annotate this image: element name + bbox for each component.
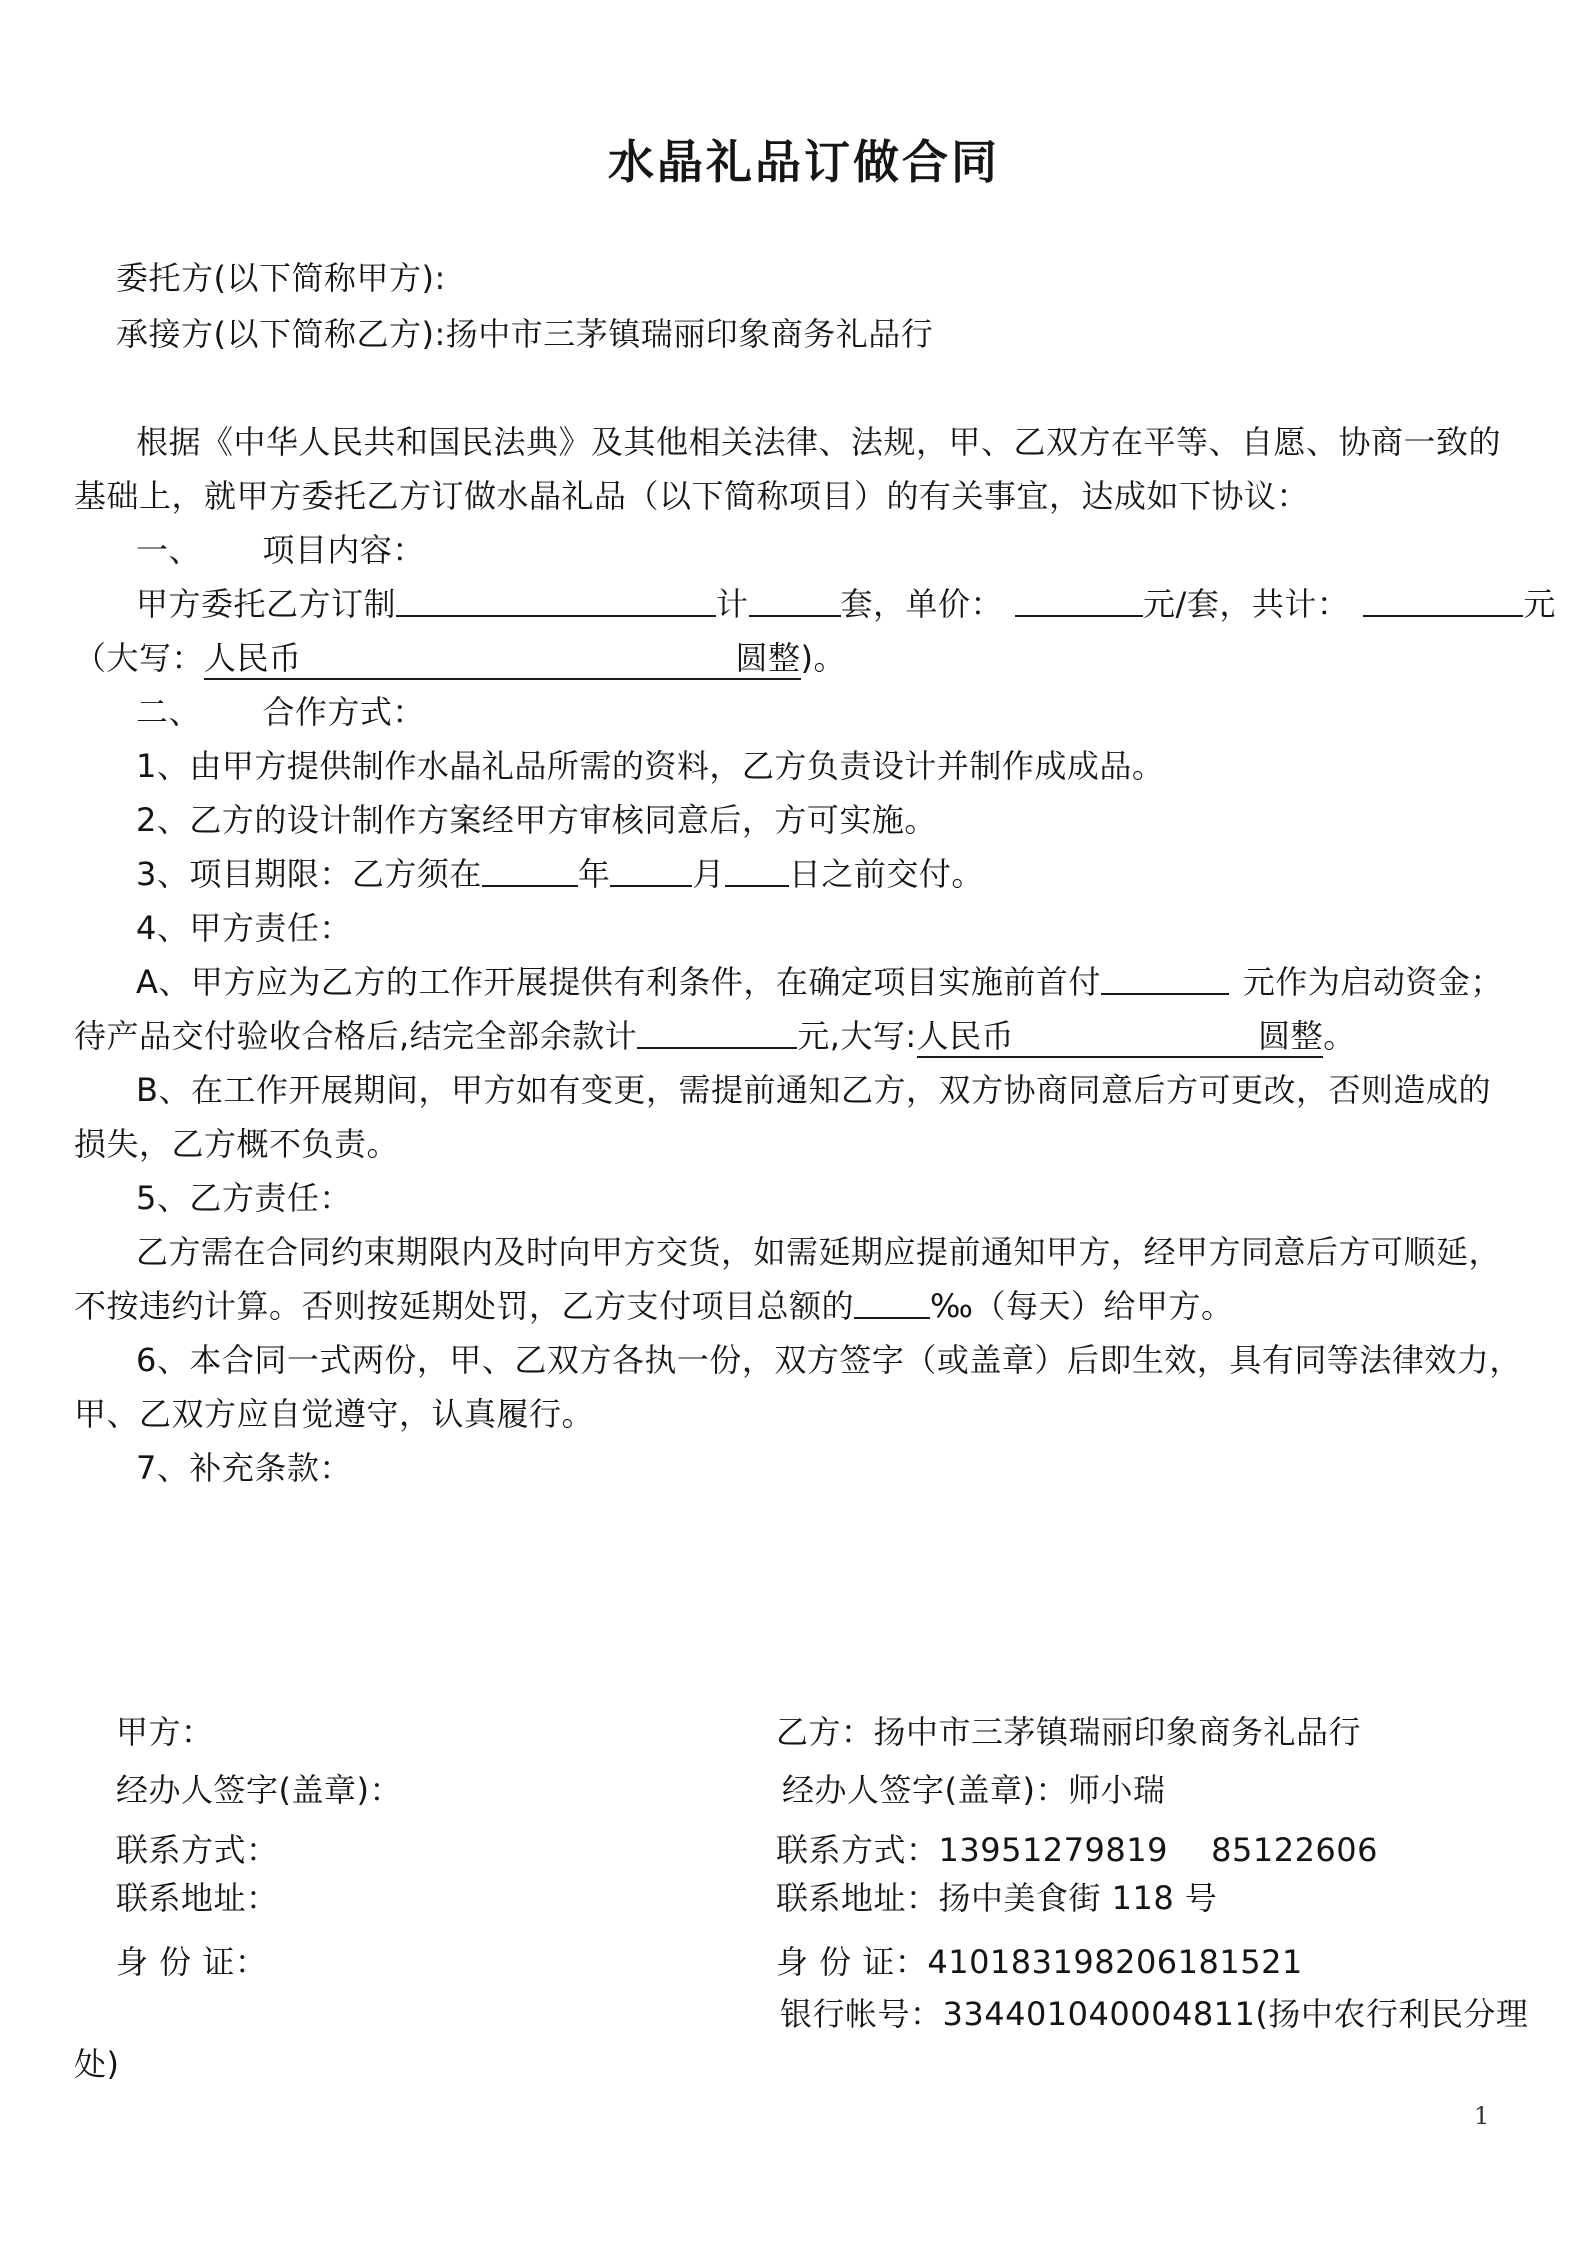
balance-rmb-label: 人民币 <box>916 1017 1015 1055</box>
clause-6-line-2: 甲、乙双方应自觉遵守，认真履行。 <box>74 1395 595 1433</box>
down-payment-blank[interactable] <box>1101 963 1229 995</box>
penalty-rate-blank[interactable] <box>854 1287 930 1319</box>
clause-4b-line-2: 损失，乙方概不负责。 <box>74 1125 400 1163</box>
page-number: 1 <box>1474 2102 1490 2130</box>
clause-2: 2、乙方的设计制作方案经甲方审核同意后，方可实施。 <box>136 801 937 839</box>
order-text-5: 元 <box>1523 585 1556 623</box>
sign-party-a-contact: 联系方式： <box>116 1831 279 1869</box>
section-1-title: 项目内容： <box>262 531 425 569</box>
balance-words-label: 元,大写: <box>797 1017 917 1055</box>
sign-party-b-bank: 银行帐号：334401040004811(扬中农行利民分理 <box>780 1995 1529 2033</box>
sign-party-a-agent: 经办人签字(盖章)： <box>116 1771 402 1809</box>
clause-7-heading: 7、补充条款： <box>136 1449 352 1487</box>
sign-party-a-id: 身 份 证： <box>116 1943 268 1981</box>
section-2-title: 合作方式： <box>262 693 425 731</box>
clause-4b-line-1: B、在工作开展期间，甲方如有变更，需提前通知乙方，双方协商同意后方可更改，否则造成的 <box>136 1071 1491 1109</box>
sign-party-b-bank-cont: 处) <box>74 2045 120 2083</box>
words-text-1: （大写： <box>74 639 205 677</box>
rmb-label: 人民币 <box>204 639 302 677</box>
total-blank[interactable] <box>1363 585 1523 617</box>
sign-party-a: 甲方： <box>116 1713 214 1751</box>
unit-price-blank[interactable] <box>1015 585 1143 617</box>
sign-party-a-address: 联系地址： <box>116 1879 279 1917</box>
sign-party-b-contact: 联系方式：13951279819 85122606 <box>776 1831 1379 1869</box>
amount-words-blank[interactable] <box>204 638 801 680</box>
balance-words-blank[interactable] <box>917 1016 1324 1058</box>
down-payment-text: A、甲方应为乙方的工作开展提供有利条件，在确定项目实施前首付 <box>136 963 1101 1001</box>
deadline-text: 3、项目期限：乙方须在 <box>136 855 482 893</box>
order-text-3: 套，单价： <box>840 585 1004 623</box>
quantity-blank[interactable] <box>749 585 841 617</box>
section-2-number: 二、 <box>136 693 202 731</box>
balance-yuan-zheng: 圆整 <box>1258 1017 1324 1055</box>
section-2-heading <box>136 692 425 732</box>
year-blank[interactable] <box>482 855 578 887</box>
year-label: 年 <box>577 855 611 893</box>
clause-6-line-1: 6、本合同一式两份，甲、乙双方各执一份，双方签字（或盖章）后即生效，具有同等法律效力， <box>136 1341 1522 1379</box>
party-a-header: 委托方(以下简称甲方): <box>116 259 446 297</box>
section-1-number: 一、 <box>136 531 202 569</box>
sign-party-b-address: 联系地址：扬中美食街 118 号 <box>776 1879 1218 1917</box>
day-label: 日之前交付。 <box>788 855 984 893</box>
clause-5-heading: 5、乙方责任： <box>136 1179 352 1217</box>
penalty-suffix: ‰（每天）给甲方。 <box>930 1287 1234 1325</box>
balance-text: 待产品交付验收合格后,结完全部余款计 <box>74 1017 638 1055</box>
down-payment-suffix: 元作为启动资金； <box>1242 963 1503 1001</box>
order-text-1: 甲方委托乙方订制 <box>136 585 397 623</box>
clause-5-line-1: 乙方需在合同约束期限内及时向甲方交货，如需延期应提前通知甲方，经甲方同意后方可顺延， <box>136 1233 1502 1271</box>
order-text-4: 元/套，共计： <box>1143 585 1350 623</box>
clause-4a-line-2 <box>74 1016 1356 1058</box>
clause-5-line-2 <box>74 1286 1233 1326</box>
intro-line-1: 根据《中华人民共和国民法典》及其他相关法律、法规，甲、乙双方在平等、自愿、协商一致的 <box>136 423 1502 461</box>
item-name-blank[interactable] <box>396 585 716 617</box>
intro-line-2: 基础上，就甲方委托乙方订做水晶礼品（以下简称项目）的有关事宜，达成如下协议： <box>74 477 1310 515</box>
clause-4a-line-1 <box>136 962 1503 1002</box>
sign-party-b-id: 身 份 证：410183198206181521 <box>776 1943 1303 1981</box>
order-text-2: 计 <box>716 585 749 623</box>
month-label: 月 <box>692 855 725 893</box>
party-b-header: 承接方(以下简称乙方):扬中市三茅镇瑞丽印象商务礼品行 <box>116 315 934 353</box>
balance-blank[interactable] <box>637 1017 797 1049</box>
penalty-text: 不按违约计算。否则按延期处罚，乙方支付项目总额的 <box>74 1287 855 1325</box>
yuan-zheng-label: 圆整 <box>735 639 801 677</box>
month-blank[interactable] <box>610 855 692 887</box>
clause-1: 1、由甲方提供制作水晶礼品所需的资料，乙方负责设计并制作成成品。 <box>136 747 1165 785</box>
sign-party-b: 乙方：扬中市三茅镇瑞丽印象商务礼品行 <box>776 1713 1362 1751</box>
section-1-heading <box>136 530 425 570</box>
clause-4-heading: 4、甲方责任： <box>136 909 352 947</box>
amount-in-words-line <box>74 638 846 680</box>
words-text-end: )。 <box>800 639 847 677</box>
page-title: 水晶礼品订做合同 <box>608 135 1000 189</box>
item-order-line <box>136 584 1556 624</box>
sign-party-b-agent: 经办人签字(盖章)：师小瑞 <box>782 1771 1166 1809</box>
clause-3 <box>136 854 984 894</box>
balance-end: 。 <box>1323 1017 1356 1055</box>
day-blank[interactable] <box>725 855 789 887</box>
